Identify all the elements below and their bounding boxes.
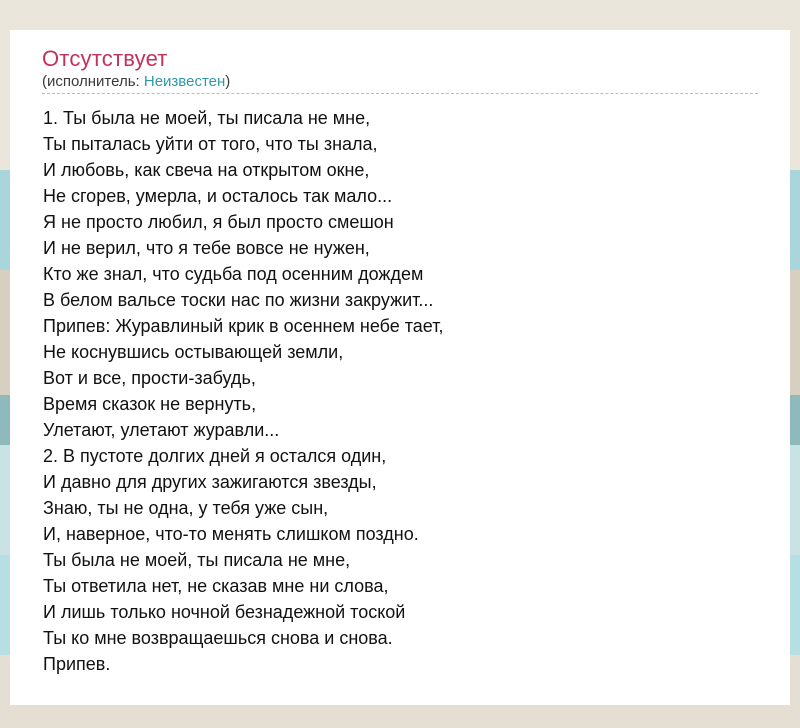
lyric-line: Вот и все, прости-забудь, <box>43 368 256 388</box>
divider <box>42 93 758 94</box>
lyric-line: В белом вальсе тоски нас по жизни закружит... <box>43 290 434 310</box>
lyric-line: И не верил, что я тебе вовсе не нужен, <box>43 238 370 258</box>
lyric-line: Ты пыталась уйти от того, что ты знала, <box>43 134 378 154</box>
lyric-line: И, наверное, что-то менять слишком поздно. <box>43 524 419 544</box>
lyric-line: И лишь только ночной безнадежной тоской <box>43 602 406 622</box>
lyric-line: Припев: Журавлиный крик в осеннем небе тает, <box>43 316 444 336</box>
song-title: Отсутствует <box>42 46 168 71</box>
artist-prefix: (исполнитель: <box>42 73 144 90</box>
lyric-line: Ты была не моей, ты писала не мне, <box>43 550 351 570</box>
lyric-line: 1. Ты была не моей, ты писала не мне, <box>43 108 371 128</box>
artist-line <box>42 73 230 90</box>
lyrics-card <box>10 30 790 705</box>
lyric-line: Ты ко мне возвращаешься снова и снова. <box>43 628 393 648</box>
lyric-line: Кто же знал, что судьба под осенним дождем <box>43 264 424 284</box>
lyric-line: И давно для других зажигаются звезды, <box>43 472 377 492</box>
artist-suffix: ) <box>225 73 231 90</box>
lyric-line: Улетают, улетают журавли... <box>43 420 280 440</box>
lyric-line: Не коснувшись остывающей земли, <box>43 342 344 362</box>
lyric-line: Время сказок не вернуть, <box>43 394 257 414</box>
lyrics-text <box>43 105 443 677</box>
lyric-line: Знаю, ты не одна, у тебя уже сын, <box>43 498 329 518</box>
lyric-line: 2. В пустоте долгих дней я остался один, <box>43 446 387 466</box>
lyric-line: И любовь, как свеча на открытом окне, <box>43 160 370 180</box>
lyric-line: Припев. <box>43 654 111 674</box>
artist-link[interactable]: Неизвестен <box>143 73 226 90</box>
lyric-line: Ты ответила нет, не сказав мне ни слова, <box>43 576 389 596</box>
lyric-line: Я не просто любил, я был просто смешон <box>43 212 394 232</box>
lyric-line: Не сгорев, умерла, и осталось так мало... <box>43 186 393 206</box>
